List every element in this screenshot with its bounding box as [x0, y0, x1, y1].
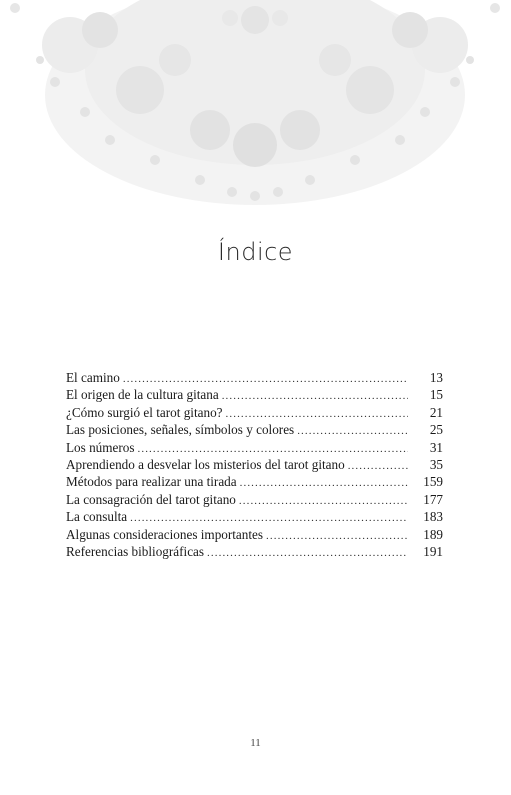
toc-entry	[66, 439, 443, 456]
toc-entry-page: 15	[429, 387, 443, 403]
toc-entry-page: 13	[429, 370, 443, 385]
mandala-ornament	[0, 0, 511, 210]
dot-leader	[266, 528, 408, 545]
toc-entry	[66, 404, 443, 421]
toc-entry	[66, 456, 443, 473]
toc-entry	[66, 369, 443, 386]
toc-entry	[66, 491, 443, 508]
toc-entry-title: El camino	[66, 370, 120, 385]
table-of-contents	[66, 369, 443, 560]
toc-entry-page: 21	[429, 404, 443, 420]
toc-entry	[66, 421, 443, 438]
toc-entry	[66, 386, 443, 403]
toc-entry-title: Métodos para realizar una tirada	[66, 474, 237, 490]
toc-entry	[66, 473, 443, 490]
toc-entry-page: 25	[429, 422, 443, 438]
toc-entry-title: Aprendiendo a desvelar los misterios del tarot gitano	[66, 456, 345, 472]
toc-entry	[66, 543, 443, 560]
toc-entry-title: La consulta	[66, 509, 128, 525]
page-title: Índice	[217, 238, 294, 266]
toc-entry-title: La consagración del tarot gitano	[66, 491, 236, 507]
toc-entry-page: 191	[423, 543, 443, 559]
toc-entry-title: Las posiciones, señales, símbolos y colores	[66, 422, 295, 438]
toc-entry-page: 159	[423, 474, 443, 490]
dot-leader	[239, 493, 408, 510]
dot-leader	[297, 423, 408, 440]
toc-entry-title: ¿Cómo surgió el tarot gitano?	[66, 404, 223, 420]
dot-leader	[348, 458, 408, 475]
toc-entry-title: El origen de la cultura gitana	[66, 387, 219, 403]
page-number: 11	[250, 737, 261, 749]
toc-entry	[66, 508, 443, 525]
toc-entry-page: 183	[423, 509, 443, 525]
toc-entry-title: Los números	[66, 439, 135, 455]
toc-entry-page: 177	[423, 491, 443, 507]
toc-entry-page: 31	[429, 439, 443, 455]
dot-leader	[207, 545, 408, 562]
toc-entry-title: Referencias bibliográficas	[66, 543, 205, 559]
dot-leader	[240, 475, 408, 492]
dot-leader	[222, 388, 408, 405]
toc-entry-page: 35	[429, 456, 443, 472]
toc-entry	[66, 526, 443, 543]
toc-entry-page: 189	[423, 526, 443, 542]
toc-entry-title: Algunas consideraciones importantes	[66, 526, 264, 542]
